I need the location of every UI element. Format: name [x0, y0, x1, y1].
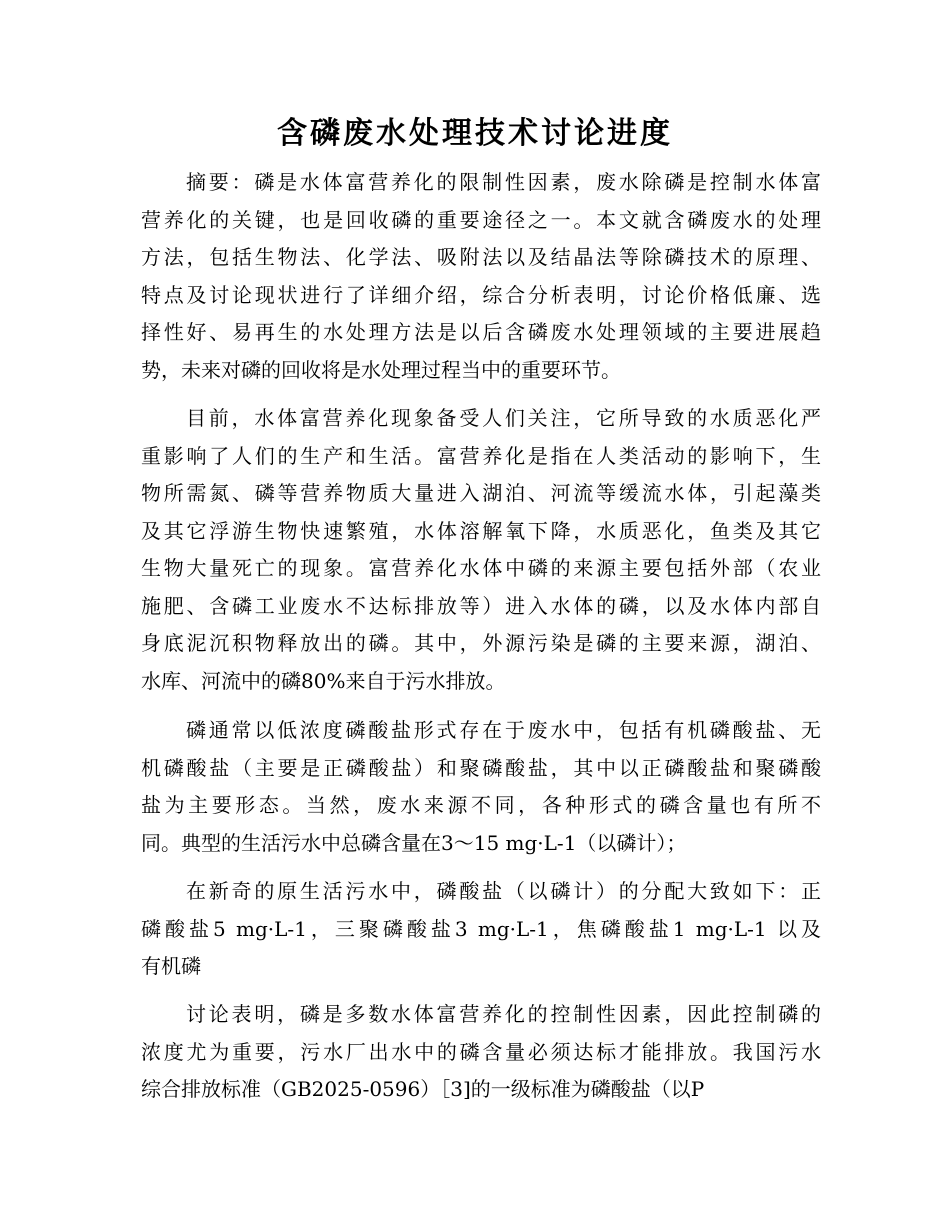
document-title: 含磷废水处理技术讨论进度 [277, 116, 673, 151]
text-line: 浓度尤为重要，污水厂出水中的磷含量必须达标才能排放。我国污水 [141, 1039, 821, 1064]
text-line: 有机磷 [141, 954, 201, 978]
text-line: 在新奇的原生活污水中，磷酸盐（以磷计）的分配大致如下：正 [186, 879, 821, 903]
body-paragraph [141, 996, 821, 1109]
text-line: 同。典型的生活污水中总磷含量在3～15 mg·L-1（以磷计）； [141, 830, 687, 855]
text-line: 重影响了人们的生产和生活。富营养化是指在人类活动的影响下，生 [141, 443, 821, 468]
text-line: 摘要：磷是水体富营养化的限制性因素，废水除磷是控制水体富 [186, 170, 821, 194]
text-line: 施肥、含磷工业废水不达标排放等）进入水体的磷，以及水体内部自 [141, 593, 821, 618]
text-line: 磷通常以低浓度磷酸盐形式存在于废水中，包括有机磷酸盐、无 [186, 718, 821, 742]
text-line: 择性好、易再生的水处理方法是以后含磷废水处理领域的主要进展趋 [141, 320, 821, 344]
body-paragraph [141, 400, 821, 700]
body-paragraph [141, 873, 821, 986]
text-line: 磷酸盐5 mg·L-1，三聚磷酸盐3 mg·L-1，焦磷酸盐1 mg·L-1 以及 [141, 916, 821, 941]
text-line: 机磷酸盐（主要是正磷酸盐）和聚磷酸盐，其中以正磷酸盐和聚磷酸 [141, 755, 821, 780]
text-line: 方法，包括生物法、化学法、吸附法以及结晶法等除磷技术的原理、 [141, 245, 821, 269]
text-line: 水库、河流中的磷80%来自于污水排放。 [141, 668, 506, 693]
body-paragraph [141, 712, 821, 862]
text-line: 讨论表明，磷是多数水体富营养化的控制性因素，因此控制磷的 [186, 1002, 821, 1026]
text-line: 势，未来对磷的回收将是水处理过程当中的重要环节。 [141, 357, 621, 382]
text-line: 生物大量死亡的现象。富营养化水体中磷的来源主要包括外部（农业 [141, 556, 821, 580]
text-line: 营养化的关键，也是回收磷的重要途径之一。本文就含磷废水的处理 [141, 207, 821, 232]
text-line: 身底泥沉积物释放出的磷。其中，外源污染是磷的主要来源，湖泊、 [141, 631, 821, 655]
text-line: 综合排放标准（GB2025-0596）［3]的一级标准为磷酸盐（以P [141, 1077, 705, 1101]
text-line: 及其它浮游生物快速繁殖，水体溶解氧下降，水质恶化，鱼类及其它 [141, 518, 821, 543]
text-line: 物所需氮、磷等营养物质大量进入湖泊、河流等缓流水体，引起藻类 [141, 481, 821, 505]
text-line: 特点及讨论现状进行了详细介绍，综合分析表明，讨论价格低廉、选 [141, 282, 821, 307]
abstract-paragraph [141, 164, 821, 389]
text-line: 盐为主要形态。当然，废水来源不同，各种形式的磷含量也有所不 [141, 793, 821, 817]
text-line: 目前，水体富营养化现象备受人们关注，它所导致的水质恶化严 [186, 406, 821, 430]
